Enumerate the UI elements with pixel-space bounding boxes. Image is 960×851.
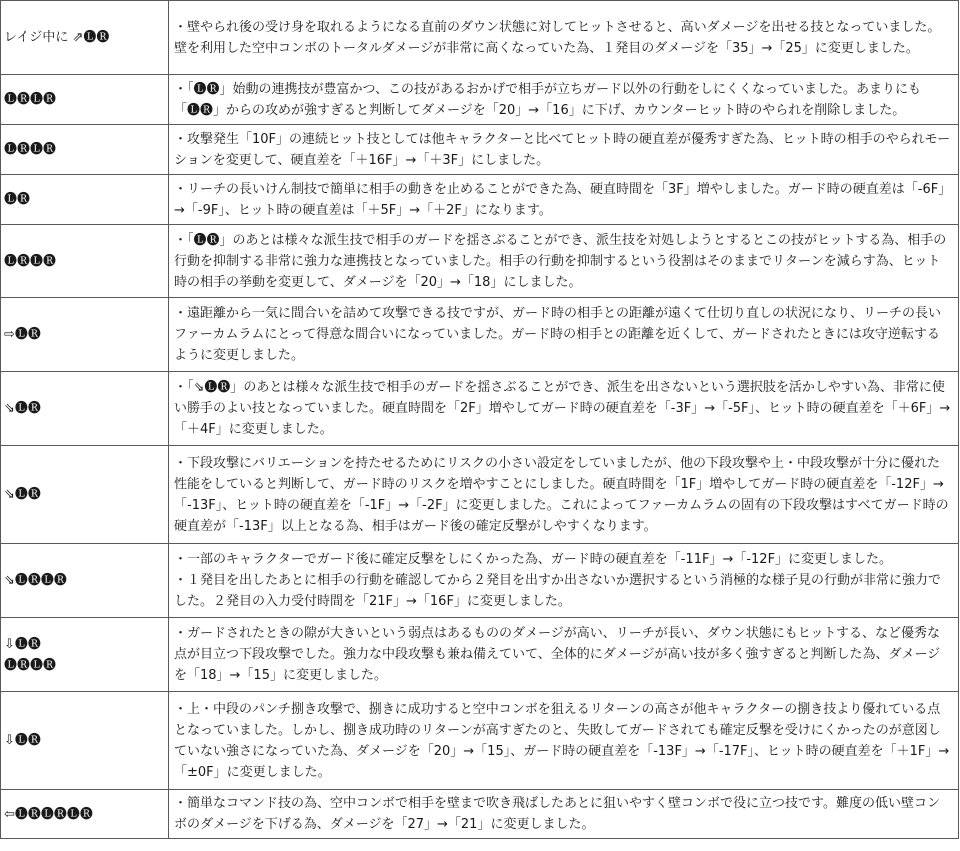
- move-command: 🅛🅡🅛🅡: [1, 125, 169, 175]
- table-row: [1, 446, 959, 544]
- move-command: ⇘🅛🅡: [1, 372, 169, 446]
- description-line: ・「🅛🅡」始動の連携技が豊富かつ、この技があるおかげで相手が立ちガード以外の行動をしにくくなっていました。あまりにも「🅛🅡」からの攻めが強すぎると判断してダメージを「20」→「16」に下げ、カウンターヒット時のやられを削除しました。: [174, 81, 921, 118]
- move-command: ⇘🅛🅡🅛🅡: [1, 544, 169, 618]
- description-line: ・１発目を出したあとに相手の行動を確認してから２発目を出すか出さないか選択するという消極的な様子見の行動が非常に強力でした。２発目の入力受付時間を「21F」→「16F」に変更しました。: [174, 573, 942, 609]
- move-command: 🅛🅡: [1, 175, 169, 225]
- change-description: [169, 790, 959, 839]
- change-description: [169, 544, 959, 618]
- description-line: ・遠距離から一気に間合いを詰めて攻撃できる技ですが、ガード時の相手との距離が遠くて仕切り直しの状況になり、リーチの長いファーカムラムにとって得意な間合いになっていました。ガード時の相手との距離を近くして、ガードされたときには攻守逆転するように変更しました。: [174, 306, 942, 363]
- description-line: ・リーチの長いけん制技で簡単に相手の動きを止めることができた為、硬直時間を「3F」増やしました。ガード時の硬直差は「-6F」→「-9F」、ヒット時の硬直差は「＋5F」→「＋2F」になります。: [174, 181, 952, 218]
- change-description: [169, 372, 959, 446]
- move-command: レイジ中に ⇗🅛🅡: [1, 1, 169, 75]
- command-line: ⇩🅛🅡: [4, 636, 41, 652]
- description-line: ・簡単なコマンド技の為、空中コンボで相手を壁まで吹き飛ばしたあとに狙いやすく壁コンボで役に立つ技です。難度の低い壁コンボのダメージを下げる為、ダメージを「27」→「21」に変更しました。: [174, 796, 940, 832]
- table-row: [1, 790, 959, 839]
- description-line: ・ガードされたときの隙が大きいという弱点はあるもののダメージが高い、リーチが長い、ダウン状態にもヒットする、など優秀な点が目立つ下段攻撃でした。強力な中段攻撃も兼ね備えていて、全体的にダメージが高い技が多く強すぎると判断した為、ダメージを「18」→「15」に変更しました。: [174, 626, 941, 683]
- move-command: ⇦🅛🅡🅛🅡🅛🅡: [1, 790, 169, 839]
- move-command: ⇘🅛🅡: [1, 446, 169, 544]
- move-command: [1, 618, 169, 692]
- table-row: [1, 225, 959, 298]
- description-line: ・「🅛🅡」のあとは様々な派生技で相手のガードを揺さぶることができ、派生技を対処しようとするとこの技がヒットする為、相手の行動を抑制する非常に強力な連携技となっていました。相手の行動を抑制するという役割はそのままでリターンを減らす為、ヒット時の相手の挙動を変更して、ダメージを「20」→「18」にしました。: [174, 232, 947, 290]
- command-line: 🅛🅡🅛🅡: [4, 657, 57, 673]
- table-row: [1, 175, 959, 225]
- description-line: ・「⇘🅛🅡」のあとは様々な派生技で相手のガードを揺さぶることができ、派生を出さないという選択肢を活かしやすい為、非常に使い勝手のよい技となっていました。硬直時間を「2F」増やしてガード時の硬直差を「-3F」→「-5F」、ヒット時の硬直差を「＋6F」→「＋4F」に変更しました。: [174, 380, 951, 437]
- table-row: [1, 618, 959, 692]
- change-description: [169, 125, 959, 175]
- description-line: ・攻撃発生「10F」の連続ヒット技としては他キャラクターと比べてヒット時の硬直差が優秀すぎた為、ヒット時の相手のやられモーションを変更して、硬直差を「＋16F」→「＋3F」にしました。: [174, 131, 951, 168]
- change-description: [169, 75, 959, 125]
- table-row: [1, 75, 959, 125]
- description-line: ・上・中段のパンチ捌き攻撃で、捌きに成功すると空中コンボを狙えるリターンの高さが他キャラクターの捌き技より優れている点となっていました。しかし、捌き成功時のリターンが高すぎたのと、失敗してガードされても確定反撃を受けにくかったのが意図していない強さになっていた為、ダメージを「20」→「15」、ガード時の硬直差を「-13F」→「-17F」、ヒット時の硬直差を「＋1F」→「±0F」に変更しました。: [174, 701, 950, 780]
- table-row: [1, 1, 959, 75]
- table-row: [1, 692, 959, 790]
- change-description: [169, 1, 959, 75]
- description-line: ・一部のキャラクターでガード後に確定反撃をしにくかった為、ガード時の硬直差を「-11F」→「-12F」に変更しました。: [174, 552, 893, 567]
- description-line: ・下段攻撃にバリエーションを持たせるためにリスクの小さい設定をしていましたが、他の下段攻撃や上・中段攻撃が十分に優れた性能をしていると判断して、ガード時のリスクを増やすことにしました。硬直時間を「1F」増やしてガード時の硬直差を「-12F」→「-13F」、ヒット時の硬直差を「-1F」→「-2F」に変更しました。これによってファーカムラムの固有の下段攻撃はすべてガード時の硬直差が「-13F」以上となる為、相手はガード後の確定反撃がしやすくなります。: [174, 455, 949, 534]
- move-command: 🅛🅡🅛🅡: [1, 225, 169, 298]
- change-description: [169, 298, 959, 372]
- change-description: [169, 446, 959, 544]
- table-row: [1, 125, 959, 175]
- table-row: [1, 372, 959, 446]
- description-line: ・壁やられ後の受け身を取れるようになる直前のダウン状態に対してヒットさせると、高いダメージを出せる技となっていました。壁を利用した空中コンボのトータルダメージが非常に高くなっていた為、１発目のダメージを「35」→「25」に変更しました。: [174, 19, 941, 56]
- move-command: ⇩🅛🅡: [1, 692, 169, 790]
- change-description: [169, 692, 959, 790]
- table-row: [1, 298, 959, 372]
- change-description: [169, 618, 959, 692]
- move-command: 🅛🅡🅛🅡: [1, 75, 169, 125]
- table-row: [1, 544, 959, 618]
- move-command: ⇨🅛🅡: [1, 298, 169, 372]
- change-description: [169, 225, 959, 298]
- change-description: [169, 175, 959, 225]
